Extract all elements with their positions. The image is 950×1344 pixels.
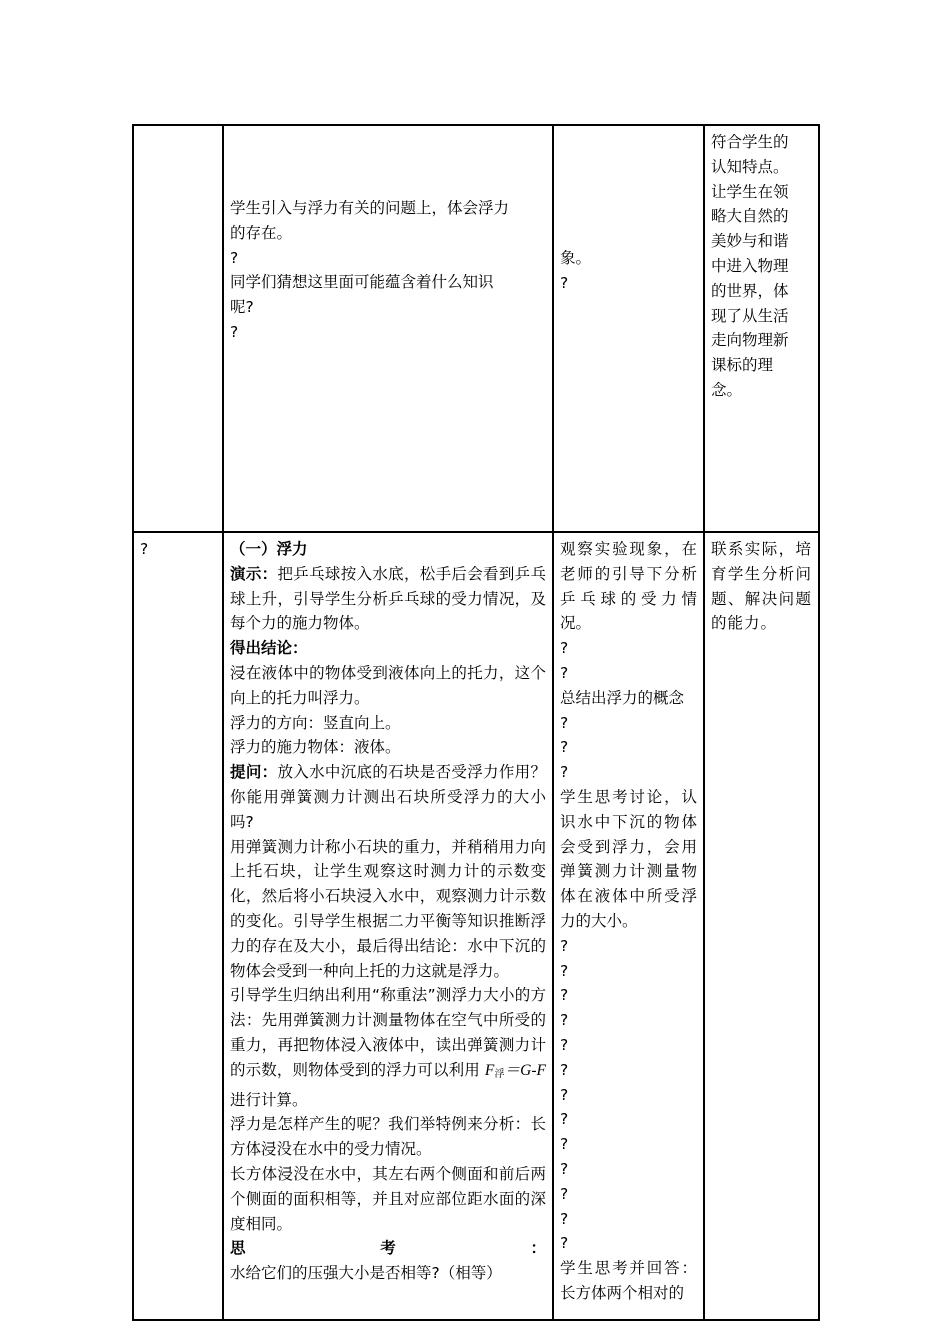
text-line: ? (560, 1234, 569, 1253)
text-line: 同学们猜想这里面可能蕴含着什么知识 (230, 273, 494, 292)
student-paragraph: 学生思考讨论，认识水中下沉的物体会受到浮力，会用弹簧测力计测量物体在液体中所受浮力的大小。 (560, 787, 697, 930)
text-line: ? (560, 986, 569, 1005)
conclusion-line: 浸在液体中的物体受到液体向上的托力，这个向上的托力叫浮力。 (230, 663, 546, 707)
row1-student-activity-cell (553, 125, 704, 532)
formula-subscript: 浮 (494, 1068, 505, 1080)
row1-design-intent-cell (704, 125, 819, 532)
text-line: ? (560, 1060, 569, 1079)
text-line: 课标的理 (711, 356, 774, 375)
text-line: 呢? (230, 298, 254, 317)
text-line: ? (230, 248, 239, 267)
formula-rest: ＝G-F (504, 1061, 546, 1079)
text-line: ? (560, 1209, 569, 1228)
formula-f: F (484, 1061, 495, 1079)
weighing-method-paragraph (230, 983, 546, 1112)
text-line: ? (230, 322, 239, 341)
text-line: ? (560, 1184, 569, 1203)
text-line: ? (560, 1110, 569, 1129)
text-line: 美妙与和谐 (711, 232, 789, 251)
question-paragraph (230, 760, 546, 834)
text-line: ? (560, 738, 569, 757)
weighing-method-text: 引导学生归纳出利用“称重法”测浮力大小的方法：先用弹簧测力计测量物体在空气中所受的重力，再把物体浸入液体中，读出弹簧测力计的示数，则物体受到的浮力可以利用 (230, 986, 546, 1079)
text-line: ? (560, 639, 569, 658)
table-row (133, 532, 819, 1320)
text-line: ? (560, 1159, 569, 1178)
student-paragraph: 观察实验现象，在老师的引导下分析乒乓球的受力情况。 (560, 540, 697, 633)
text-line: ? (560, 936, 569, 955)
row2-stage-cell: ? (133, 532, 223, 1320)
conclusion-line: 浮力的方向：竖直向上。 (230, 713, 401, 732)
conclusion-label: 得出结论： (230, 639, 308, 658)
row2-teacher-activity-cell (223, 532, 553, 1320)
lesson-plan-table (132, 124, 820, 1321)
table-row (133, 125, 819, 532)
cause-paragraph: 浮力是怎样产生的呢？我们举特例来分析：长方体浸没在水中的受力情况。 (230, 1115, 546, 1159)
design-intent-text: 联系实际，培育学生分析问题、解决问题的能力。 (711, 540, 812, 633)
experiment-paragraph: 用弹簧测力计称小石块的重力，并稍稍用力向上托石块，让学生观察这时测力计的示数变化，然后将小石块浸入水中，观察测力计示数的变化。引导学生根据二力平衡等知识推断浮力的存在及大小，最后得出结论：水中下沉的物体会受到一种向上托的力这就是浮力。 (230, 837, 546, 980)
text-line: ? (560, 1011, 569, 1030)
weighing-method-end: 进行计算。 (230, 1090, 308, 1109)
text-line: 的世界，体 (711, 281, 789, 300)
student-paragraph: 学生思考并回答：长方体两个相对的 (560, 1259, 697, 1302)
text-line: 象。 (560, 249, 592, 267)
conclusion-line: 浮力的施力物体：液体。 (230, 738, 401, 757)
row1-stage-cell (133, 125, 223, 532)
question-label: 提问： (230, 763, 278, 782)
text-line: ? (560, 663, 569, 682)
text-line: ? (560, 961, 569, 980)
text-line: ? (560, 273, 569, 292)
text-line: 让学生在领 (711, 182, 789, 201)
text-line: 略大自然的 (711, 207, 789, 226)
section-heading: （一）浮力 (230, 540, 308, 558)
think-text: 水给它们的压强大小是否相等?（相等） (230, 1264, 502, 1283)
text-line: ? (560, 713, 569, 732)
text-line: 的存在。 (230, 223, 293, 242)
text-line: ? (560, 1035, 569, 1054)
text-line: ? (560, 763, 569, 782)
question-text: 放入水中沉底的石块是否受浮力作用？你能用弹簧测力计测出石块所受浮力的大小吗? (230, 763, 546, 831)
text-line: 走向物理新 (711, 331, 789, 350)
text-line: 中进入物理 (711, 256, 789, 275)
text-line: 现了从生活 (711, 306, 789, 325)
think-paragraph (230, 1236, 546, 1286)
row2-design-intent-cell (704, 532, 819, 1320)
think-label: 思考： (230, 1239, 546, 1258)
cuboid-paragraph: 长方体浸没在水中，其左右两个侧面和前后两个侧面的面积相等，并且对应部位距水面的深度相同。 (230, 1164, 546, 1233)
text-line: 符合学生的 (711, 133, 789, 151)
text-line: 学生引入与浮力有关的问题上，体会浮力 (230, 199, 510, 217)
demo-text: 把乒乓球按入水底，松手后会看到乒乓球上升，引导学生分析乒乓球的受力情况，及每个力的施力物体。 (230, 564, 546, 633)
text-line: 认知特点。 (711, 157, 789, 176)
text-line: ? (560, 1135, 569, 1154)
demo-label: 演示： (230, 564, 278, 583)
row1-teacher-activity-cell (223, 125, 553, 532)
row2-student-activity-cell (553, 532, 704, 1320)
student-paragraph: 总结出浮力的概念 (560, 688, 685, 707)
text-line: 念。 (711, 380, 743, 399)
text-line: ? (560, 1085, 569, 1104)
demo-paragraph (230, 562, 546, 636)
